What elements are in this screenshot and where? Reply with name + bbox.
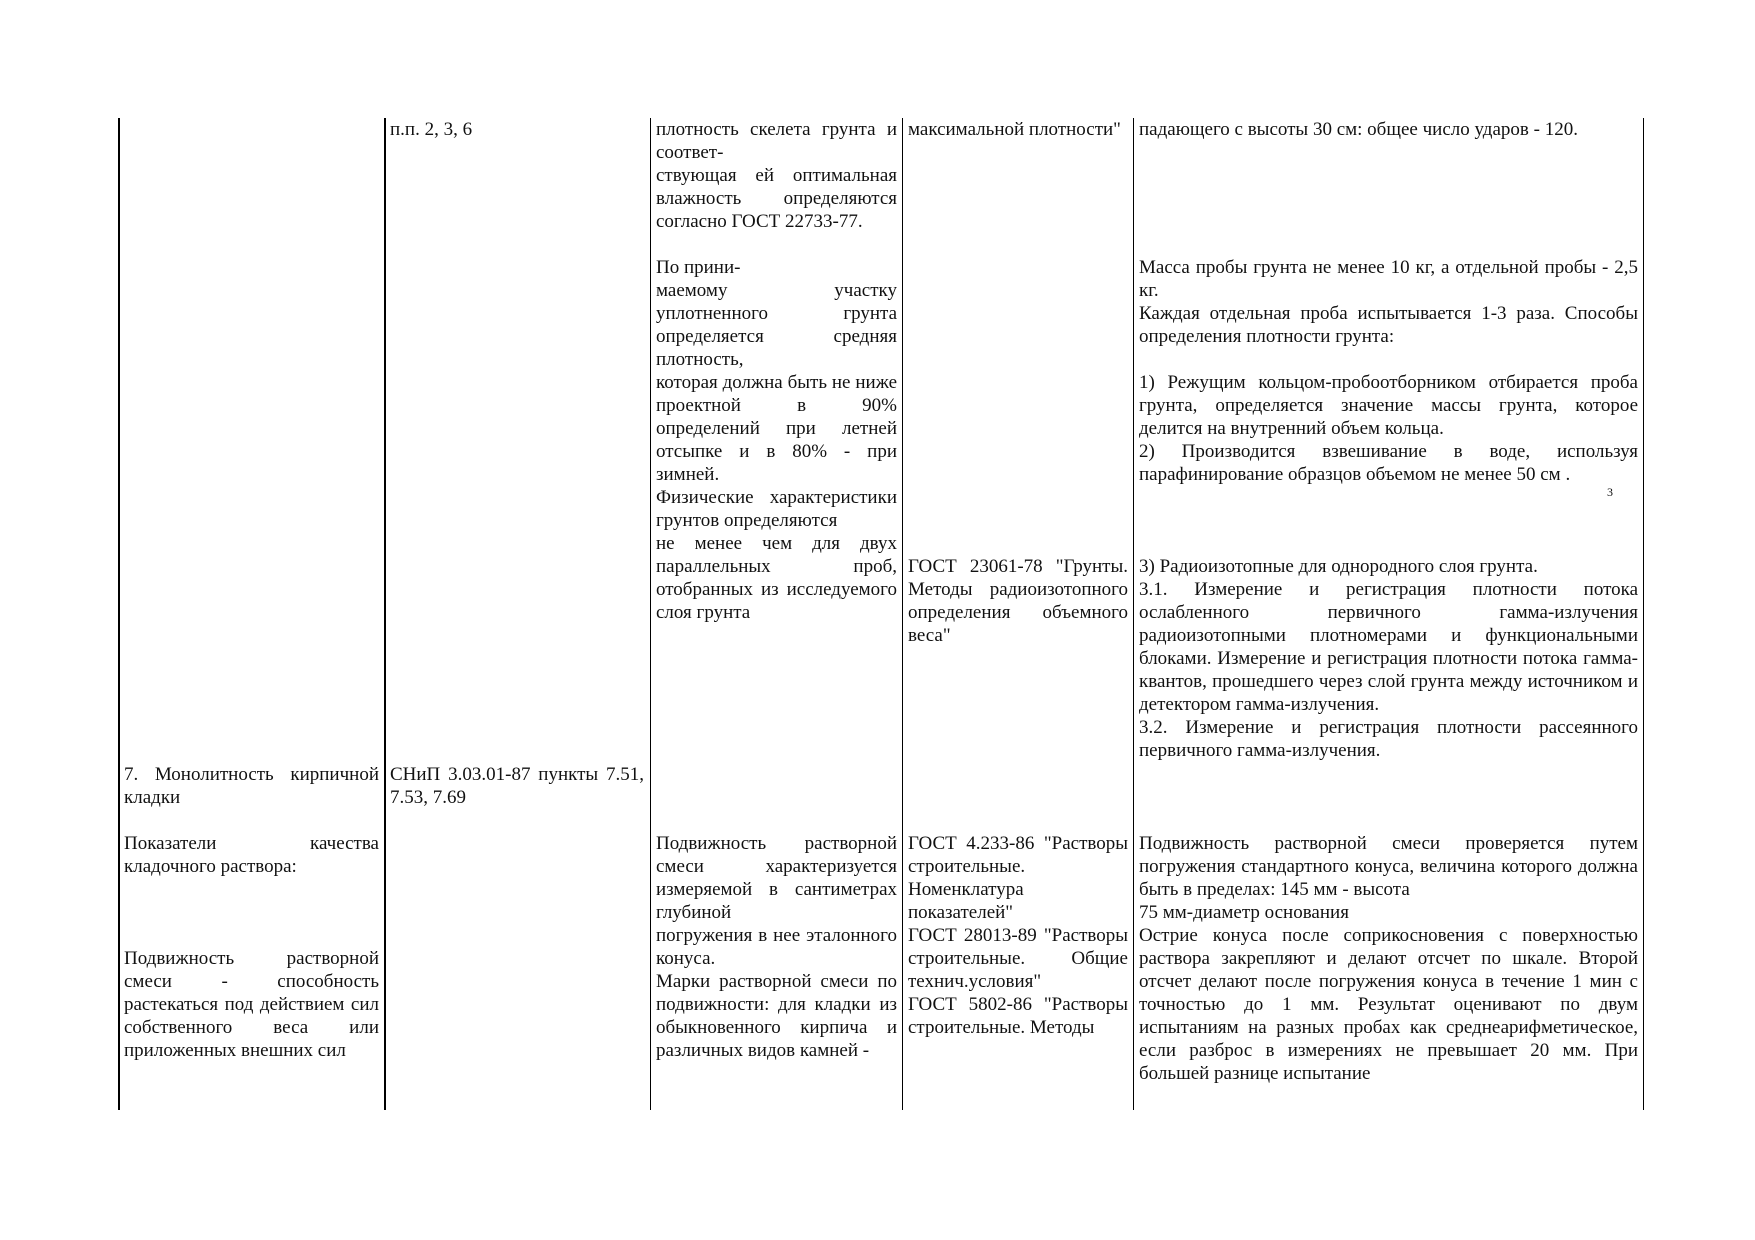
table-border-right bbox=[1643, 118, 1644, 1110]
col2-snip-ref: СНиП 3.03.01-87 пункты 7.51, 7.53, 7.69 bbox=[390, 764, 644, 808]
col3-density-text: плотность скелета грунта и соответ- ствующая ей оптимальная влажность определяются согласно ГОСТ 22733-77. bbox=[656, 119, 897, 232]
col5-impact-text: падающего с высоты 30 см: общее число ударов - 120. bbox=[1139, 119, 1578, 140]
col3-sampling-text: По прини- маемому участку уплотненного грунта определяется средняя плотность, которая должна быть не ниже проектной в 90% определений при летней отсыпке и в 80% - при зимней. Физические характеристики грунтов определяются не менее чем для двух параллельных проб, отобранных из исследуемого слоя грунта bbox=[656, 257, 897, 623]
col5-cm3-superscript: 3 bbox=[1607, 485, 1613, 499]
col5-radioisotope-methods: 3) Радиоизотопные для однородного слоя грунта. 3.1. Измерение и регистрация плотности потока ослабленного первичного гамма-излучения радиоизотопными плотномерами и функциональными блоками. Измерение и регистрация плотности потока гамма-квантов, прошедшего через слой грунта между источником и детектором гамма-излучения. 3.2. Измерение и регистрация плотности рассеянного первичного гамма-излучения. bbox=[1139, 556, 1638, 761]
table-border-left bbox=[118, 118, 120, 1110]
table-column-divider-2 bbox=[650, 118, 651, 1110]
col5-mobility-test-procedure: Подвижность растворной смеси проверяется путем погружения стандартного конуса, величина которого должна быть в пределах: 145 мм - высота 75 мм-диаметр основания Острие конуса после соприкосновения с поверхностью раствора закрепляют и делают отсчет по шкале. Второй отсчет делают после погружения конуса в течение 1 мин с точностью до 1 мм. Результат оценивают по двум испытаниям на разных пробах как среднеарифметическое, если разброс в измерениях не превышает 20 мм. При большей разнице испытание bbox=[1139, 833, 1638, 1084]
col1-item-7-heading: 7. Монолитность кирпичной кладки bbox=[124, 764, 379, 808]
col1-mobility-definition: Подвижность растворной смеси - способность растекаться под действием сил собственного веса или приложенных внешних сил bbox=[124, 948, 379, 1061]
col3-mortar-mobility-text: Подвижность растворной смеси характеризуется измеряемой в сантиметрах глубиной погружения в нее эталонного конуса. Марки растворной смеси по подвижности: для кладки из обыкновенного кирпича и различных видов камней - bbox=[656, 833, 897, 1061]
col4-gost-23061: ГОСТ 23061-78 "Грунты. Методы радиоизотопного определения объемного веса" bbox=[908, 556, 1128, 646]
col4-standard-ref-1: максимальной плотности" bbox=[908, 119, 1121, 140]
table-column-divider-4 bbox=[1133, 118, 1134, 1110]
col5-density-methods: Масса пробы грунта не менее 10 кг, а отдельной пробы - 2,5 кг. Каждая отдельная проба испытывается 1-3 раза. Способы определения плотности грунта: 1) Режущим кольцом-пробоотборником отбирается проба грунта, определяется значение массы грунта, которое делится на внутренний объем кольца. 2) Производится взвешивание в воде, используя парафинирование образцов объемом не менее 50 см . bbox=[1139, 257, 1638, 485]
col1-mortar-quality-heading: Показатели качества кладочного раствора: bbox=[124, 833, 379, 877]
col4-mortar-standards: ГОСТ 4.233-86 "Растворы строительные. Номенклатура показателей" ГОСТ 28013-89 "Растворы строительные. Общие технич.условия" ГОСТ 5802-86 "Растворы строительные. Методы bbox=[908, 833, 1128, 1038]
table-column-divider-3 bbox=[902, 118, 903, 1110]
col2-clause-ref: п.п. 2, 3, 6 bbox=[390, 119, 473, 140]
table-column-divider-1 bbox=[384, 118, 386, 1110]
